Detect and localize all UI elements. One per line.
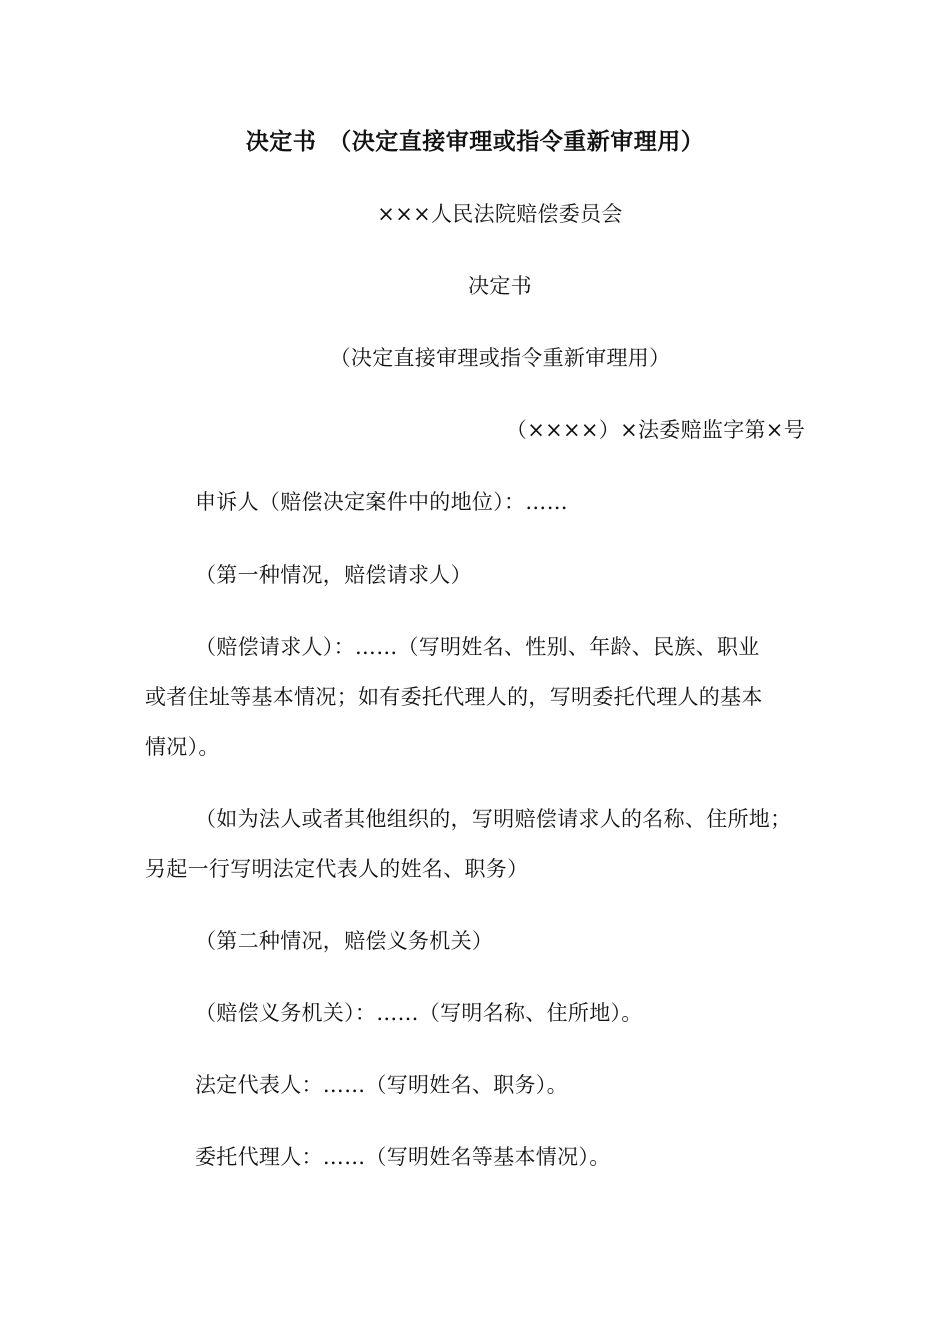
case-number: （××××）×法委赔监字第×号: [505, 418, 805, 442]
document-title: 决定书 （决定直接审理或指令重新审理用）: [245, 128, 705, 155]
document-subtitle: （决定直接审理或指令重新审理用）: [329, 346, 671, 370]
case1-heading: （第一种情况，赔偿请求人）: [195, 563, 472, 587]
appellant-paragraph: 申诉人（赔偿决定案件中的地位）：……: [195, 490, 568, 514]
agent-paragraph: 委托代理人：……（写明姓名等基本情况）。: [195, 1145, 611, 1169]
document-type: 决定书: [468, 274, 532, 298]
claimant-paragraph-line: 情况）。: [145, 735, 220, 759]
claimant-paragraph-line: （赔偿请求人）：……（写明姓名、性别、年龄、民族、职业: [195, 635, 760, 659]
legal-person-paragraph-line: 另起一行写明法定代表人的姓名、职务）: [145, 857, 529, 881]
claimant-paragraph-line: 或者住址等基本情况；如有委托代理人的，写明委托代理人的基本: [145, 685, 763, 709]
court-name: ×××人民法院赔偿委员会: [377, 202, 623, 226]
case2-heading: （第二种情况，赔偿义务机关）: [195, 929, 494, 953]
legal-person-paragraph-line: （如为法人或者其他组织的，写明赔偿请求人的名称、住所地；: [195, 807, 792, 831]
legal-representative-paragraph: 法定代表人：……（写明姓名、职务）。: [195, 1073, 568, 1097]
obligor-paragraph: （赔偿义务机关）：……（写明名称、住所地）。: [195, 1001, 643, 1025]
